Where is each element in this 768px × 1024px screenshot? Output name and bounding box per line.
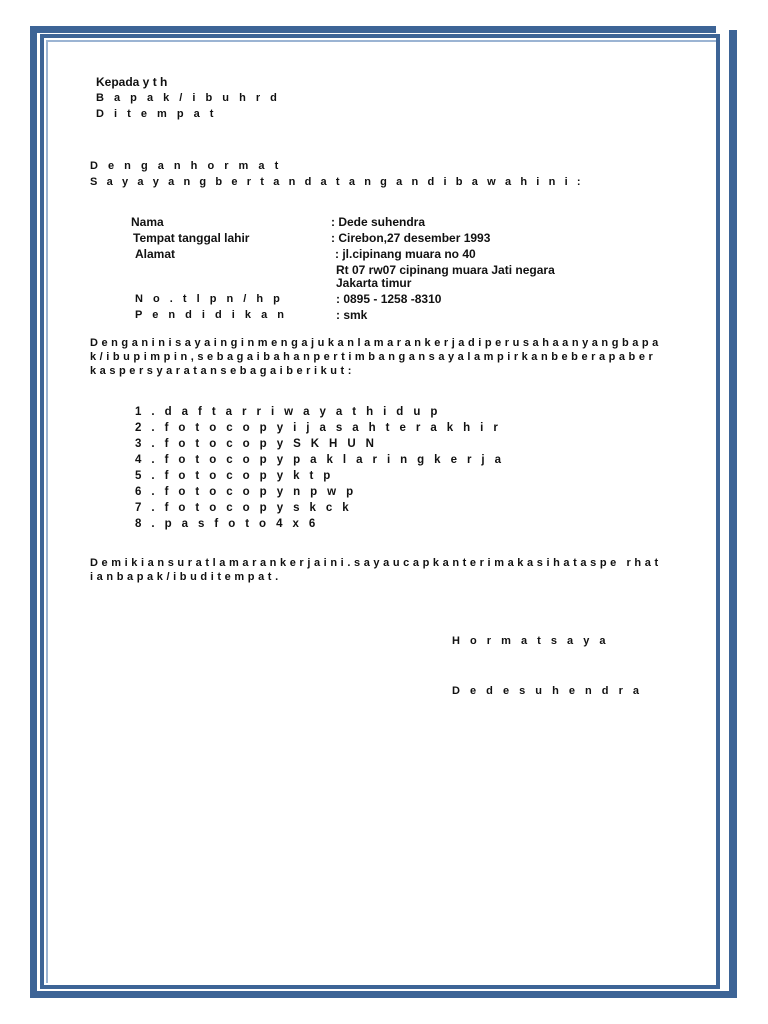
page-border-right bbox=[729, 30, 737, 998]
attachment-item: 5 . f o t o c o p y k t p bbox=[135, 470, 334, 482]
identity-label-birth: Tempat tanggal lahir bbox=[133, 231, 250, 245]
attachment-item: 7 . f o t o c o p y s k c k bbox=[135, 502, 353, 514]
inner-border-left bbox=[40, 34, 44, 989]
recipient-line-1: Kepada y t h bbox=[96, 75, 168, 89]
identity-value-address-2: Rt 07 rw07 cipinang muara Jati negara bbox=[336, 263, 555, 277]
identity-label-name: Nama bbox=[131, 215, 164, 229]
attachment-item: 8 . p a s f o t o 4 x 6 bbox=[135, 518, 319, 530]
identity-value-birth: : Cirebon,27 desember 1993 bbox=[331, 231, 491, 245]
inner-border-bottom bbox=[40, 985, 720, 989]
inner-border-right bbox=[716, 34, 720, 989]
identity-label-address: Alamat bbox=[135, 247, 176, 261]
page-border-left bbox=[30, 26, 37, 998]
identity-label-education: P e n d i d i k a n bbox=[135, 309, 288, 321]
attachment-item: 2 . f o t o c o p y i j a s a h t e r a k h i r bbox=[135, 422, 502, 434]
attachment-item: 3 . f o t o c o p y S K H U N bbox=[135, 438, 378, 450]
recipient-line-3: D i t e m p a t bbox=[96, 108, 217, 120]
attachment-list bbox=[135, 405, 504, 533]
signature-name: D e d e s u h e n d r a bbox=[452, 685, 643, 697]
attachment-item: 4 . f o t o c o p y p a k l a r i n g k e r j a bbox=[135, 454, 505, 466]
signature-closing: H o r m a t s a y a bbox=[452, 635, 609, 647]
body-paragraph: Denganinisayainginmengajukanlamarankerjadiperusahaanyangbapak/ibupimpin,sebagaibahanpertimbangansayalampirkanbeberapaberkaspersyaratansebagaiberikut: bbox=[90, 337, 662, 377]
inner-border-left-light bbox=[46, 40, 48, 983]
greeting: D e n g a n h o r m a t bbox=[90, 160, 282, 172]
recipient-line-2: B a p a k / i b u h r d bbox=[96, 92, 281, 104]
page-border-top bbox=[30, 26, 716, 33]
identity-label-phone: N o . t l p n / h p bbox=[135, 293, 284, 305]
closing-paragraph: Demikiansuratlamarankerjaini.sayaucapkanterimakasihataspe rhatianbapak/ibuditempat. bbox=[90, 557, 662, 583]
intro-line: S a y a y a n g b e r t a n d a t a n g a n d i b a w a h i n i : bbox=[90, 176, 584, 188]
identity-value-phone: : 0895 - 1258 -8310 bbox=[336, 292, 442, 306]
identity-value-name: : Dede suhendra bbox=[331, 215, 426, 229]
attachment-item: 6 . f o t o c o p y n p w p bbox=[135, 486, 357, 498]
identity-value-education: : smk bbox=[336, 308, 368, 322]
identity-value-address-3: Jakarta timur bbox=[336, 276, 412, 290]
identity-value-address: : jl.cipinang muara no 40 bbox=[335, 247, 476, 261]
page-border-bottom bbox=[30, 991, 737, 998]
inner-border-top bbox=[40, 34, 716, 38]
inner-border-top-light bbox=[48, 40, 716, 42]
attachment-item: 1 . d a f t a r r i w a y a t h i d u p bbox=[135, 406, 441, 418]
